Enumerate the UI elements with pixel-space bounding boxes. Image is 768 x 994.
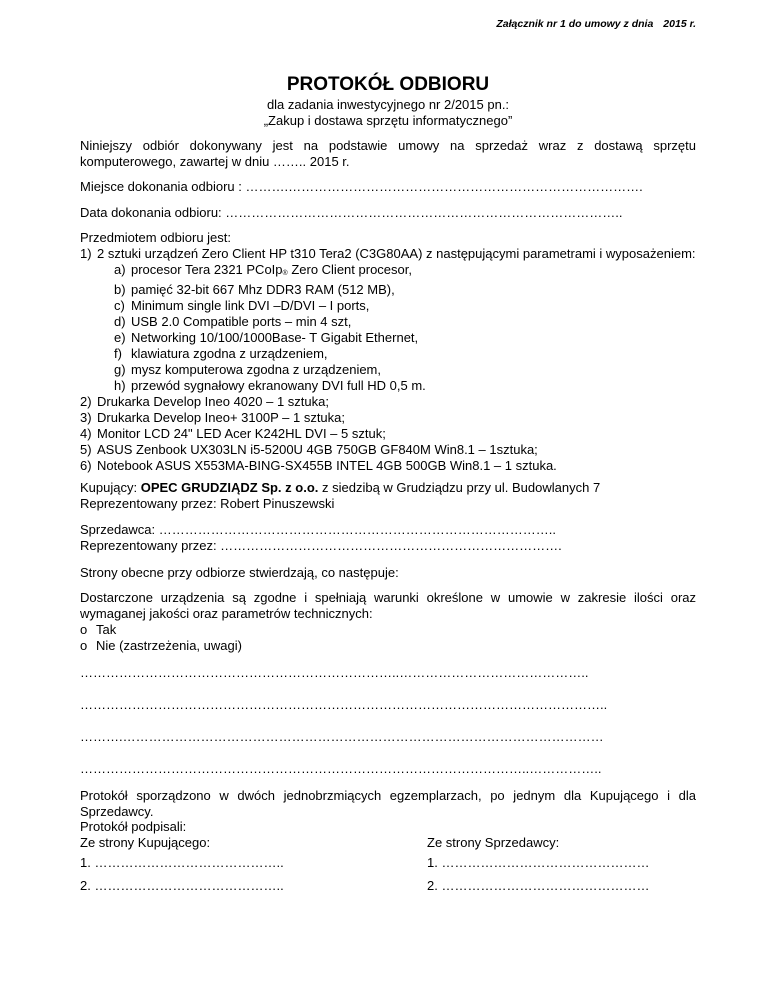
subtitle-line-2: „Zakup i dostawa sprzętu informatycznego” bbox=[263, 113, 513, 128]
list-item: 3) Drukarka Develop Ineo+ 3100P – 1 sztuka; bbox=[80, 410, 345, 425]
subject-section bbox=[80, 230, 696, 474]
remarks-line-4: …………………………………………………………………………………………..…………….. bbox=[80, 761, 602, 776]
date-field: Data dokonania odbioru: ……………………………………………………………………………….. bbox=[80, 205, 623, 220]
closing-paragraph: Protokół sporządzono w dwóch jednobrzmiących egzemplarzach, po jednym dla Kupującego i dla Sprzedawcy. bbox=[80, 788, 696, 819]
place-field: Miejsce dokonania odbioru : ……….………………………………………………………………………. bbox=[80, 179, 643, 194]
sub-list-item: g) mysz komputerowa zgodna z urządzeniem, bbox=[114, 362, 382, 377]
document-subtitle bbox=[80, 97, 696, 129]
conformity-text: Dostarczone urządzenia są zgodne i spełniają warunki określone w umowie w zakresie ilości oraz wymaganej jakości oraz parametrów technicznych: bbox=[80, 590, 696, 621]
seller-section bbox=[80, 522, 696, 554]
header-annex-text: Załącznik nr 1 do umowy z dnia bbox=[496, 18, 654, 30]
header-annex-year: 2015 r. bbox=[663, 18, 696, 30]
sub-list-item: a) procesor Tera 2321 PCoIp® Zero Client procesor, bbox=[114, 262, 412, 277]
remarks-line-1: ………………………………………………………………..…………………………………….. bbox=[80, 665, 589, 680]
registered-mark: ® bbox=[282, 270, 288, 277]
buyer-signature-1: 1. …………………………………….. bbox=[80, 855, 284, 870]
subject-heading: Przedmiotem odbioru jest: bbox=[80, 230, 232, 245]
list-item: 1) 2 sztuki urządzeń Zero Client HP t310 Tera2 (C3G80AA) z następującymi parametrami i wyposażeniem: a) procesor Tera 2321 PCoIp® Zero Client procesor, b) pamięć 32-bit 667 Mhz DDR3 RAM (512 MB), c) Minimum single link DVI –D/DVI – I ports, d) USB 2.0 Compatible ports – min 4 szt, e) Networking 10/100/1000Base- T Gigabit Ethernet, f) klawiatura zgodna z urządzeniem, g) mysz komputerowa zgodna z urządzeniem, h) przewód sygnałowy ekranowany DVI full HD 0,5 m. bbox=[80, 246, 696, 393]
buyer-signature-2: 2. …………………………………….. bbox=[80, 878, 284, 893]
conformity-section bbox=[80, 590, 696, 654]
seller-side-label: Ze strony Sprzedawcy: bbox=[427, 835, 560, 850]
sub-list-item: e) Networking 10/100/1000Base- T Gigabit Ethernet, bbox=[114, 330, 419, 345]
signed-by: Protokół podpisali: bbox=[80, 819, 187, 834]
subtitle-line-1: dla zadania inwestycyjnego nr 2/2015 pn.: bbox=[266, 97, 510, 112]
seller-signature-2: 2. ………………………………………… bbox=[427, 878, 650, 893]
sub-item-list bbox=[97, 262, 696, 394]
document-title: PROTOKÓŁ ODBIORU bbox=[286, 74, 490, 95]
remarks-line-2: ………………………………………………………………………………………………………….. bbox=[80, 697, 608, 712]
sub-list-item: h) przewód sygnałowy ekranowany DVI full HD 0,5 m. bbox=[114, 378, 426, 393]
list-item: 5) ASUS Zenbook UX303LN i5-5200U 4GB 750GB GF840M Win8.1 – 1sztuka; bbox=[80, 442, 538, 457]
list-item: 6) Notebook ASUS X553MA-BING-SX455B INTEL 4GB 500GB Win8.1 – 1 sztuka. bbox=[80, 458, 557, 473]
list-item: 4) Monitor LCD 24" LED Acer K242HL DVI – 5 sztuk; bbox=[80, 426, 386, 441]
option-bullet: o bbox=[80, 638, 88, 653]
buyer-line: Kupujący: OPEC GRUDZIĄDZ Sp. z o.o. z siedzibą w Grudziądzu przy ul. Budowlanych 7 bbox=[80, 480, 601, 495]
item-list bbox=[80, 246, 696, 474]
buyer-name: OPEC GRUDZIĄDZ Sp. z o.o. bbox=[140, 480, 319, 495]
seller-line: Sprzedawca: ……………………………………………………………………………….. bbox=[80, 522, 556, 537]
option-yes[interactable]: o Tak bbox=[80, 622, 117, 637]
seller-signature-1: 1. ………………………………………… bbox=[427, 855, 650, 870]
header-annex bbox=[496, 18, 696, 30]
option-no[interactable]: o Nie (zastrzeżenia, uwagi) bbox=[80, 638, 242, 653]
intro-paragraph: Niniejszy odbiór dokonywany jest na podstawie umowy na sprzedaż wraz z dostawą sprzętu komputerowego, zawartej w dniu …….. 2015 r. bbox=[80, 138, 696, 169]
statement-line: Strony obecne przy odbiorze stwierdzają, co następuje: bbox=[80, 565, 399, 580]
buyer-section bbox=[80, 480, 696, 512]
seller-representative: Reprezentowany przez: ……………………………………………………………………. bbox=[80, 538, 562, 553]
buyer-representative: Reprezentowany przez: Robert Pinuszewski bbox=[80, 496, 335, 511]
option-bullet: o bbox=[80, 622, 88, 637]
remarks-line-3: ……….………………………………………………………………………………………………… bbox=[80, 729, 604, 744]
list-item: 2) Drukarka Develop Ineo 4020 – 1 sztuka; bbox=[80, 394, 329, 409]
sub-list-item: c) Minimum single link DVI –D/DVI – I ports, bbox=[114, 298, 370, 313]
sub-list-item: f) klawiatura zgodna z urządzeniem, bbox=[114, 346, 328, 361]
sub-list-item: d) USB 2.0 Compatible ports – min 4 szt, bbox=[114, 314, 352, 329]
sub-list-item: b) pamięć 32-bit 667 Mhz DDR3 RAM (512 MB), bbox=[114, 282, 395, 297]
buyer-side-label: Ze strony Kupującego: bbox=[80, 835, 211, 850]
